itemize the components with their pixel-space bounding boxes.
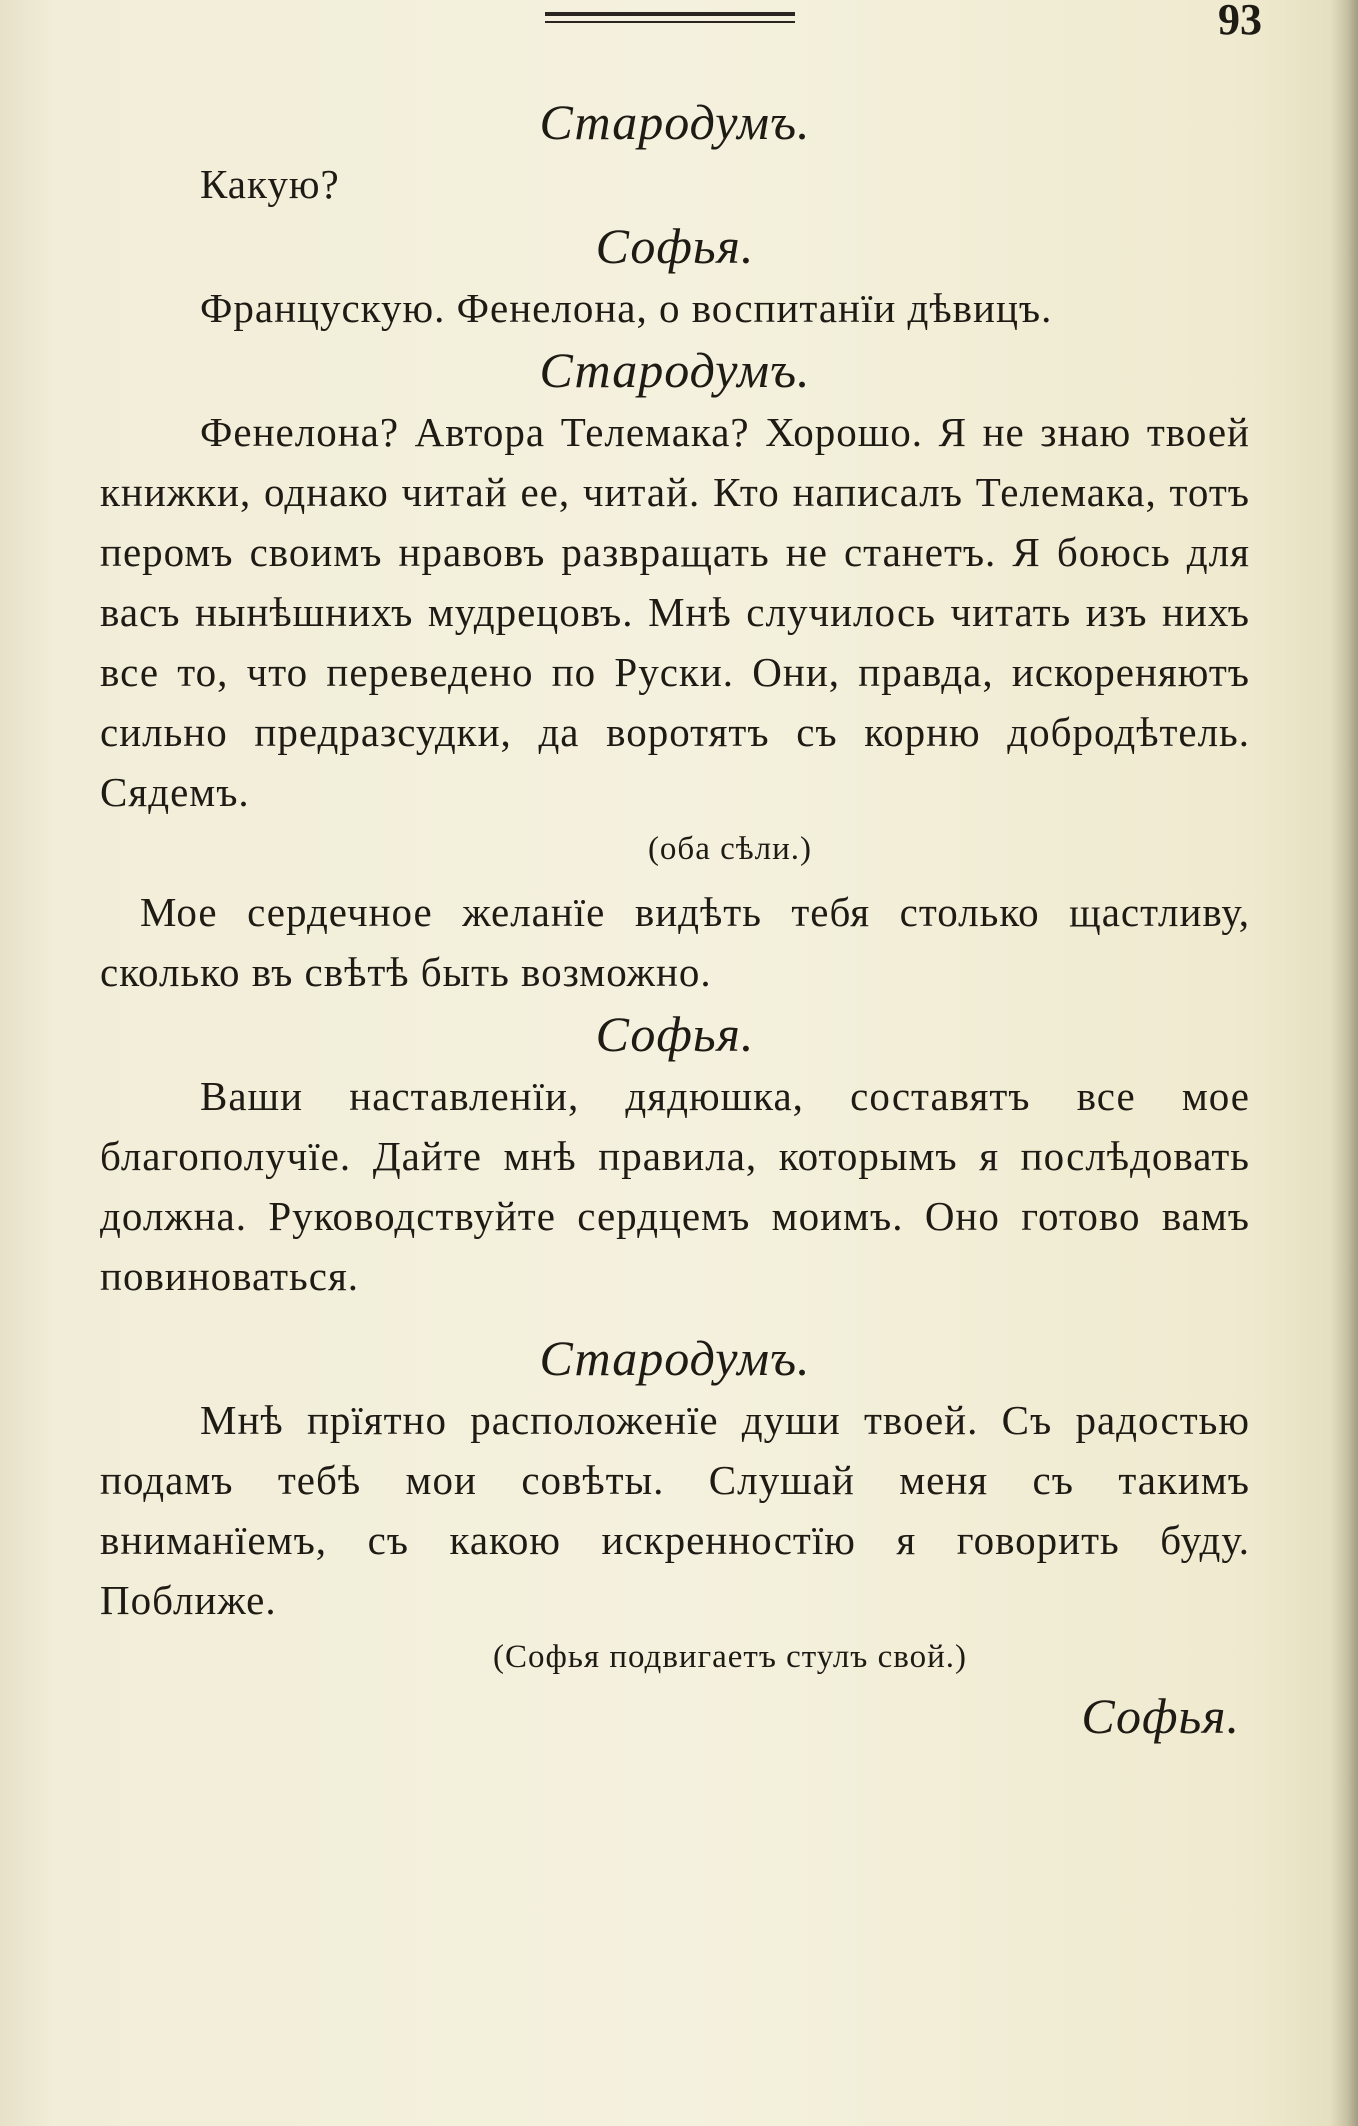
dialogue-paragraph: Ваши наставленїи, дядюшка, составятъ все мое благополучїе. Дайте мнѣ правила, которымъ я послѣдовать должна. Руководствуйте сердцемъ моимъ. Оно готово вамъ повиноваться.: [100, 1073, 1250, 1299]
page-number: 93: [1218, 0, 1262, 44]
dialogue-paragraph: Какую?: [200, 161, 340, 207]
speaker-name: Стародумъ.: [539, 342, 811, 398]
stage-direction: (Софья подвигаетъ стулъ свой.): [492, 1639, 968, 1675]
book-spine-shadow: [1330, 0, 1358, 2126]
dialogue-paragraph: Мнѣ прїятно расположенїе души твоей. Съ радостью подамъ тебѣ мои совѣты. Слушай меня съ такимъ вниманїемъ, съ какою искренностїю я говорить буду. Поближе.: [100, 1397, 1250, 1623]
page-text: [100, 90, 1250, 1748]
dialogue-paragraph: Францускую. Фенелона, о воспитанїи дѣвицъ.: [200, 285, 1053, 331]
dialogue-paragraph: Мое сердечное желанїе видѣть тебя столько щастливу, сколько въ свѣтѣ быть возможно.: [100, 889, 1250, 995]
speaker-name: Стародумъ.: [539, 94, 811, 150]
dialogue-paragraph: Фенелона? Автора Телемака? Хорошо. Я не знаю твоей книжки, однако читай ее, читай. Кто написалъ Телемака, тотъ перомъ своимъ нравовъ развращать не станетъ. Я боюсь для васъ нынѣшнихъ мудрецовъ. Мнѣ случилось читать изъ нихъ все то, что переведено по Руски. Они, правда, искореняютъ сильно предразсудки, да воротятъ съ корню добродѣтель. Сядемъ.: [100, 409, 1250, 815]
speaker-name: Софья.: [595, 218, 755, 274]
speaker-name: Софья.: [595, 1006, 755, 1062]
speaker-name: Софья.: [1081, 1688, 1240, 1744]
stage-direction: (оба сѣли.): [647, 831, 813, 867]
top-rule-decoration: [545, 12, 795, 23]
speaker-name: Стародумъ.: [539, 1330, 811, 1386]
